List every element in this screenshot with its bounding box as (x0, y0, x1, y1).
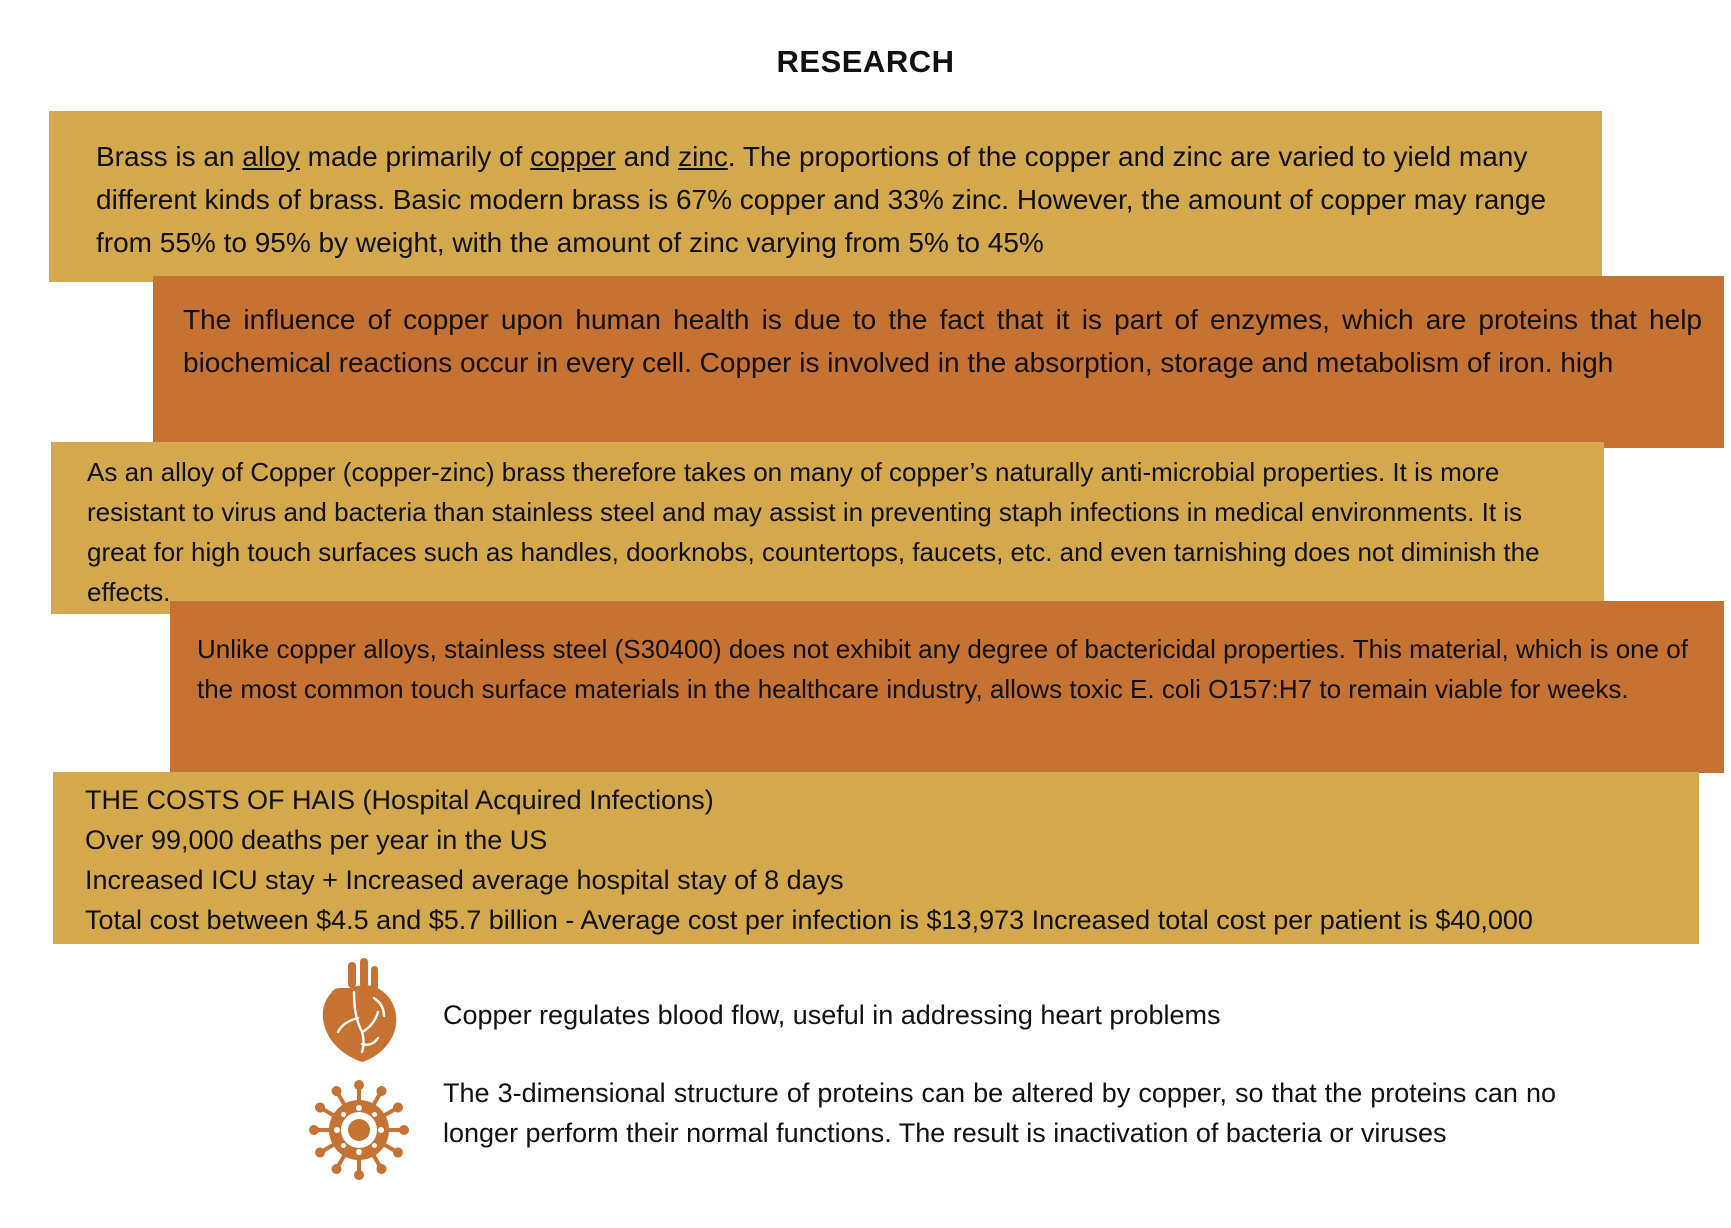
hai-costs-heading: THE COSTS OF HAIS (Hospital Acquired Infections) (85, 785, 714, 815)
brass-text-3: and (615, 141, 679, 172)
brass-composition-block (49, 111, 1602, 282)
alloy-link[interactable]: alloy (242, 141, 300, 172)
hai-costs-line: Total cost between $4.5 and $5.7 billion - Average cost per infection is $13,973 Increased total cost per patient is $40,000 (85, 905, 1533, 935)
brass-text-4: . The proportions of the copper and zinc are varied to yield many different kinds of brass. Basic modern brass is 67% copper and 33% zinc. However, the amount of copper may range from 55% to 95% by weight, with the amount of zinc varying from 5% to 45% (96, 141, 1547, 258)
hai-costs-block (53, 772, 1699, 944)
brass-text-1: Brass is an (96, 141, 243, 172)
copper-health-block: The influence of copper upon human health is due to the fact that it is part of enzymes, which are proteins that help biochemical reactions occur in every cell. Copper is involved in the absorption, storage and metabolism of iron. high (153, 276, 1724, 448)
zinc-link[interactable]: zinc (678, 141, 728, 172)
antimicrobial-block: As an alloy of Copper (copper-zinc) brass therefore takes on many of copper’s naturally anti-microbial properties. It is more resistant to virus and bacteria than stainless steel and may assist in preventing staph infections in medical environments. It is great for high touch surfaces such as handles, doorknobs, countertops, faucets, etc. and even tarnishing does not diminish the effects. (51, 442, 1604, 614)
hai-costs-line: Increased ICU stay + Increased average hospital stay of 8 days (85, 865, 844, 895)
heart-icon (318, 958, 400, 1064)
heart-note: Copper regulates blood flow, useful in addressing heart problems (443, 1000, 1221, 1030)
hai-costs-line: Over 99,000 deaths per year in the US (85, 825, 548, 855)
page-title: RESEARCH (776, 44, 955, 79)
brass-text-2: made primarily of (299, 141, 531, 172)
copper-link[interactable]: copper (530, 141, 616, 172)
virus-note: The 3-dimensional structure of proteins can be altered by copper, so that the proteins can no longer perform their normal functions. The result is inactivation of bacteria or viruses (443, 1078, 1556, 1148)
stainless-steel-block: Unlike copper alloys, stainless steel (S30400) does not exhibit any degree of bactericidal properties. This material, which is one of the most common touch surface materials in the healthcare industry, allows toxic E. coli O157:H7 to remain viable for weeks. (170, 601, 1724, 773)
virus-icon (306, 1077, 412, 1183)
